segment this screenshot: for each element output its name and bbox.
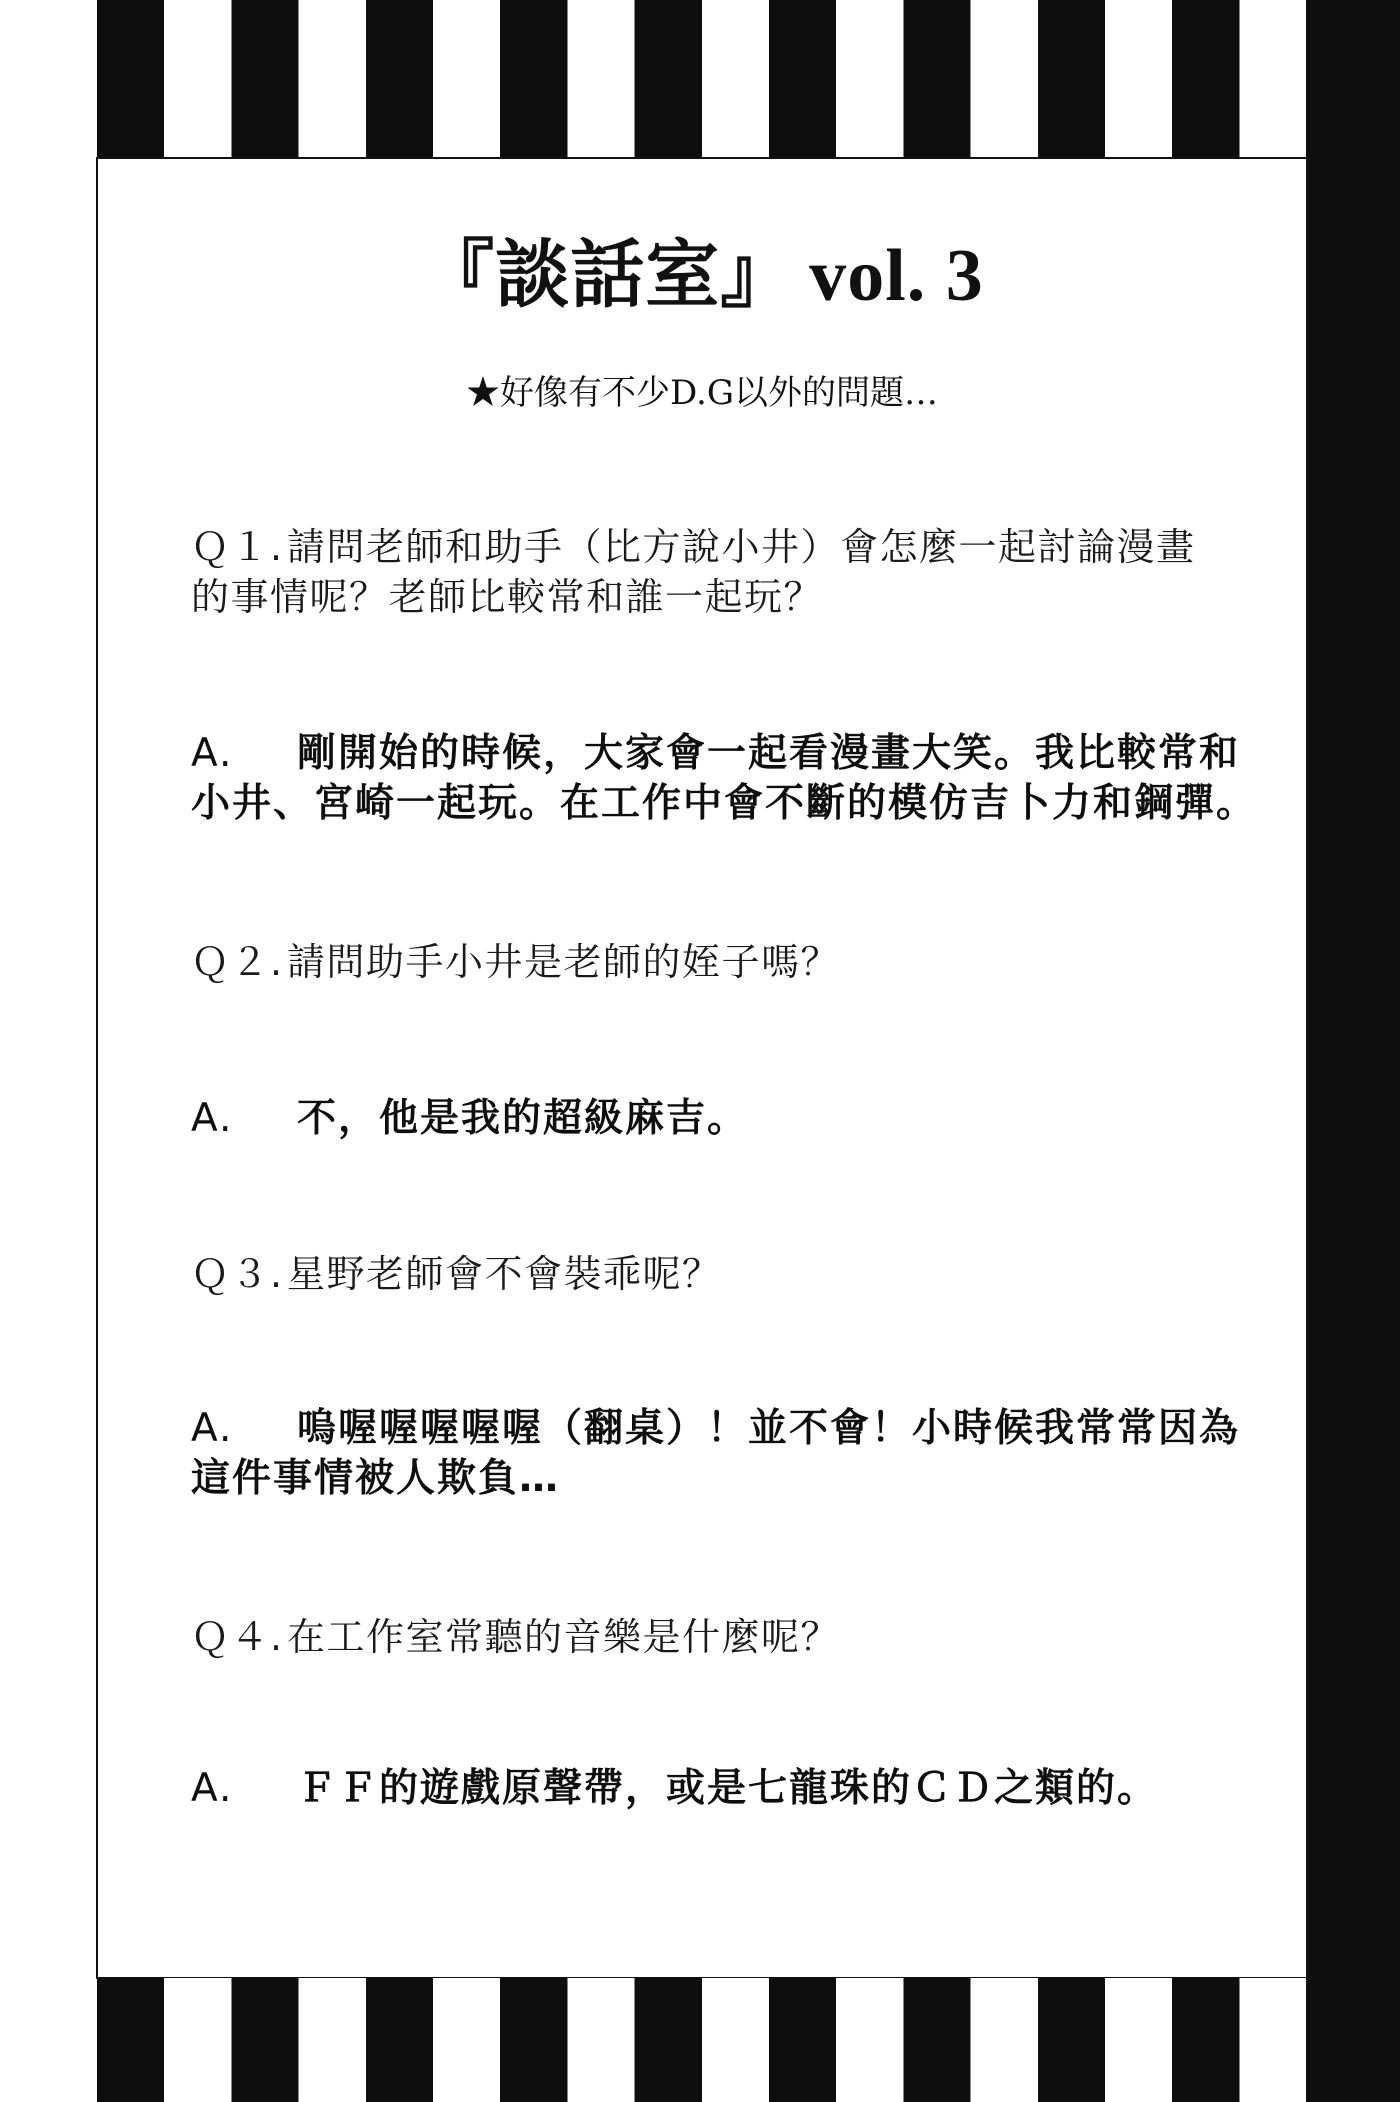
title-volume: vol. 3 [809, 235, 984, 317]
question-number: Ｑ１. [191, 525, 284, 569]
content-frame [96, 157, 1308, 1979]
answer-text: ＦＦ的遊戲原聲帶，或是七龍珠的ＣＤ之類的。 [297, 1766, 1159, 1811]
question-number: Ｑ３. [191, 1252, 284, 1296]
answer-text: 剛開始的時候，大家會一起看漫畫大笑。我比較常和 [297, 731, 1241, 776]
top-stripe-border [97, 0, 1306, 157]
answer-line: 小井、宮崎一起玩。在工作中會不斷的模仿吉卜力和鋼彈。 [191, 781, 1258, 826]
answer-text: 嗚喔喔喔喔喔（翻桌）！並不會！小時候我常常因為 [297, 1406, 1241, 1451]
question-number: Ｑ４. [191, 1615, 284, 1659]
question-text: 在工作室常聽的音樂是什麼呢？ [287, 1615, 841, 1659]
question-line [191, 1612, 1271, 1662]
answer-3 [191, 1404, 1271, 1504]
answer-line [191, 729, 1271, 779]
answer-line [191, 1764, 1271, 1814]
answer-line: 這件事情被人欺負… [191, 1456, 561, 1501]
page-subtitle: ★好像有不少D.G以外的問題… [465, 373, 938, 413]
answer-4 [191, 1764, 1271, 1814]
answer-2 [191, 1094, 1271, 1144]
answer-label: A. [191, 1766, 234, 1811]
answer-line [191, 1094, 1271, 1144]
question-line [191, 937, 1271, 987]
answer-text: 不，他是我的超級麻吉。 [297, 1096, 749, 1141]
question-text: 請問老師和助手（比方說小井）會怎麼一起討論漫畫 [287, 525, 1196, 569]
question-line: 的事情呢？老師比較常和誰一起玩？ [191, 575, 824, 619]
bottom-stripe-border [97, 1978, 1306, 2102]
right-black-band [1306, 0, 1400, 2102]
answer-label: A. [191, 731, 234, 776]
question-3 [191, 1249, 1271, 1299]
title-main: 『談話室』 [420, 235, 796, 317]
question-2 [191, 937, 1271, 987]
question-1 [191, 522, 1271, 622]
question-text: 請問助手小井是老師的姪子嗎？ [287, 940, 841, 984]
answer-label: A. [191, 1096, 234, 1141]
question-number: Ｑ２. [191, 940, 284, 984]
question-line [191, 1249, 1271, 1299]
question-line [191, 522, 1271, 572]
question-text: 星野老師會不會裝乖呢？ [287, 1252, 722, 1296]
answer-line [191, 1404, 1271, 1454]
page-title [98, 231, 1306, 321]
answer-1 [191, 729, 1271, 829]
question-4 [191, 1612, 1271, 1662]
answer-label: A. [191, 1406, 234, 1451]
